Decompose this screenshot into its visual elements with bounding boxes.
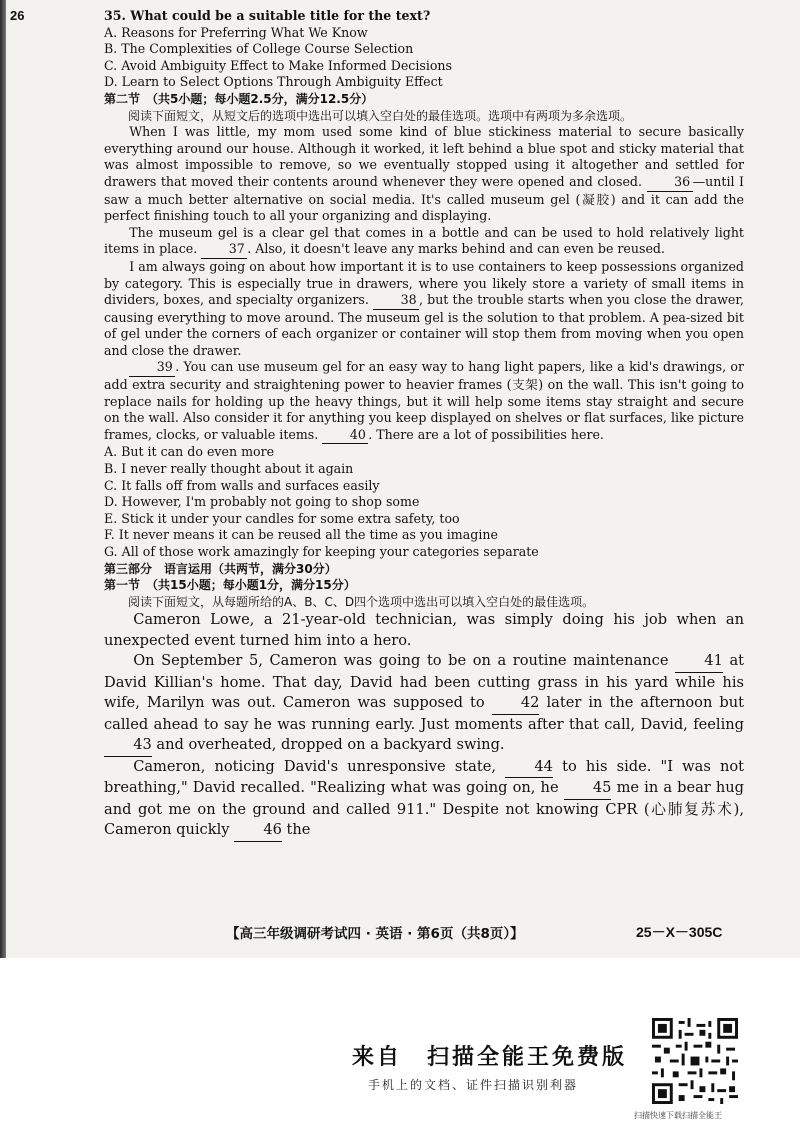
passage-text: at David Killian's home. That day, David had been cutting grass in his yard while his wife, Marilyn was out. Cameron was supposed to [104,652,745,712]
passage-paragraph [104,124,744,225]
option-item: G. All of those work amazingly for keeping your categories separate [104,544,539,559]
passage-text: The museum gel is a clear gel that comes in a bottle and can be used to hold relatively light items in place. [104,224,744,257]
option-item: C. It falls off from walls and surfaces easily [104,477,380,493]
page-number: 26 [10,8,25,23]
cloze-passage [104,610,744,842]
qr-code-icon[interactable] [652,1018,738,1104]
page-footer-title: 【高三年级调研考试四 · 英语 · 第6页（共8页）】 [226,926,524,942]
passage-paragraph [104,259,744,360]
option-item: B. I never really thought about it again [104,461,354,477]
watermark-title: 来自 扫描全能王免费版 [352,1045,628,1070]
part-3-heading: 第三部分 语言运用（共两节，满分30分） [104,561,337,576]
question-35-stem: 35. What could be a suitable title for the text? [104,8,431,23]
passage-paragraph [104,225,744,259]
question-35-option: A. Reasons for Preferring What We Know [104,24,368,40]
passage-text: me in a bear hug and got me on the ground and called 911." Despite not knowing CPR (心肺复苏术), Cameron quickly [104,779,745,839]
page-content [104,8,744,842]
section-2-heading: 第二节 （共5小题；每小题2.5分，满分12.5分） [104,91,374,106]
passage-text: On September 5, Cameron was going to be on a routine maintenance [133,652,669,670]
passage-text: When I was little, my mom used some kind of blue stickiness material to secure basically everything around our house. Although it worked, it left behind a blue spot and sticky material that was almost impossible to remove, so we eventually stopped using it altogether and settled for drawers that moved their contents around whenever they were opened and closed. [104,124,744,189]
option-item: D. However, I'm probably not going to shop some [104,494,420,510]
blank-40: 40 [322,427,368,445]
blank-37: 37 [201,241,247,259]
passage-text: Cameron, noticing David's unresponsive state, [133,757,497,775]
passage-text: , but the trouble starts when you close the drawer, causing everything to move around. The museum gel is the solution to that problem. A pea-sized bit of gel under the corners of each organizer or container will stop them from moving when you open and close the drawer. [104,292,744,358]
option-item: A. But it can do even more [104,444,275,460]
question-35-option: C. Avoid Ambiguity Effect to Make Informed Decisions [104,57,453,73]
part-3-sub-heading: 第一节 （共15小题；每小题1分，满分15分） [104,578,356,593]
passage-text: and overheated, dropped on a backyard swing. [156,736,505,754]
question-35-option: B. The Complexities of College Course Selection [104,41,414,57]
blank-43: 43 [104,735,152,757]
blank-41: 41 [675,651,723,673]
passage-paragraph [104,757,744,842]
passage-paragraph: Cameron Lowe, a 21-year-old technician, was simply doing his job when an unexpected event turned him into a hero. [104,611,744,649]
blank-44: 44 [505,757,553,779]
blank-45: 45 [564,778,612,800]
passage-text: . There are a lot of possibilities here. [368,426,604,442]
passage-text: —until I saw a much better alternative on social media. It's called museum gel (凝胶) and it can add the perfect finishing touch to all your organizing and displaying. [104,173,745,224]
passage-text: the [286,821,311,839]
blank-39: 39 [129,359,175,377]
passage-paragraph [104,651,744,757]
passage-text: to his side. "I was not breathing," David recalled. "Realizing what was going on, he [104,757,745,797]
section-2-options [104,444,744,560]
watermark-subtitle: 手机上的文档、证件扫描识别利器 [368,1078,579,1092]
passage-text: later in the afternoon but called ahead to say he was running early. Just moments after that call, David, feeling [104,694,744,733]
passage-text: I am always going on about how important it is to use containers to keep possessions organized by category. This is especially true in drawers, where you likely store a variety of small items in dividers, boxes, and specialty organizers. [104,258,744,308]
blank-46: 46 [234,820,282,842]
section-2-instruction: 阅读下面短文，从短文后的选项中选出可以填入空白处的最佳选项。选项中有两项为多余选项。 [128,108,633,123]
blank-38: 38 [373,292,419,310]
qr-caption: 扫描快速下载扫描全能王 [634,1111,722,1120]
blank-36: 36 [647,174,693,192]
option-item: E. Stick it under your candles for some extra safety, too [104,510,460,526]
passage-text: . Also, it doesn't leave any marks behind and can even be reused. [247,241,665,257]
part-3-instruction: 阅读下面短文，从每题所给的A、B、C、D四个选项中选出可以填入空白处的最佳选项。 [128,594,595,609]
exam-code: 25－X－305C [636,924,723,940]
question-35-option: D. Learn to Select Options Through Ambiguity Effect [104,74,443,90]
passage-text: . You can use museum gel for an easy way to hang light papers, like a kid's drawings, or add extra security and straightening power to heavier frames (支架) on the wall. This isn't going to replace nails for holding up the heavy things, but it will help some items stay straight and secure on the wall. Also consider it for anything you keep displayed on shelves or flat surfaces, like picture frames, clocks, or valuable items. [104,359,744,442]
passage-paragraph [104,359,744,444]
option-item: F. It never means it can be reused all the time as you imagine [104,527,498,543]
question-35 [104,8,744,91]
blank-42: 42 [492,693,540,715]
